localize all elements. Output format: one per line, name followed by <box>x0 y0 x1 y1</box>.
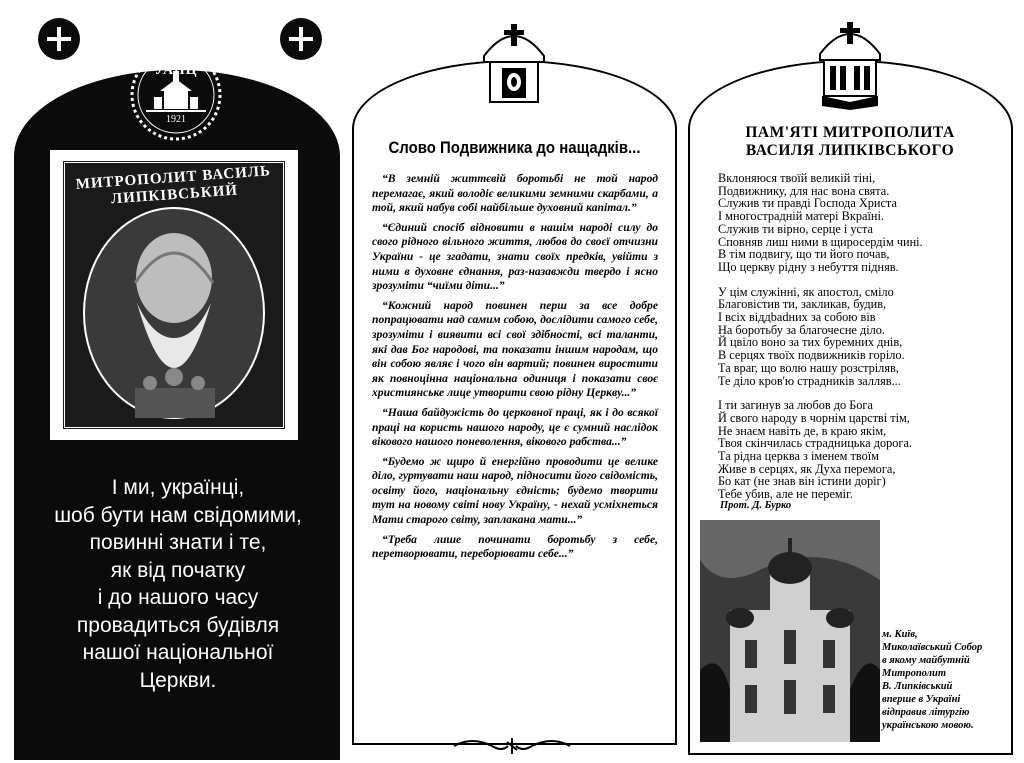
poem-line: Служив ти вірно, серце і уста <box>718 221 873 236</box>
poem-title-line: ПАМ'ЯТІ МИТРОПОЛИТА <box>745 124 955 141</box>
poem-line: Твоя скінчилась страдницька дорога. <box>718 436 912 451</box>
quote-line: і до нашого часу <box>97 586 259 609</box>
caption-line: в якому майбутній <box>882 655 970 666</box>
portrait-caption: МИТРОПОЛИТ ВАСИЛЬ ЛИПКІВСЬКИЙ <box>75 163 272 208</box>
quote-line: шоб бути нам свідомими, <box>54 503 302 527</box>
quote-paragraph: “Єдиний спосіб відновити в нашім народі силу до свого рідного вільного життя, любов до своєї отчизни України - це згадати, знати своїх предків, увійти з ними в духовне єднання, раз-назавжди твердо і ясно зрозуміти “чиїми діти...” <box>372 220 658 293</box>
quote-line: нашої національної <box>82 641 274 664</box>
poem-line: Подвижнику, для нас вона свята. <box>718 183 890 198</box>
emblem-year: 1921 <box>166 114 186 125</box>
poem-line: Й свого народу в чорнім царстві тім, <box>718 410 910 425</box>
poem-line: Те діло кров'ю страдників залляв... <box>718 373 901 388</box>
poem-line: Не знаєм навіть де, в краю якім, <box>718 423 887 438</box>
poem-line: І ти загинув за любов до Бога <box>718 398 873 413</box>
ornament-icon <box>452 736 572 756</box>
poem-line: Благовістив ти, закликав, будив, <box>718 297 887 312</box>
poem-line: Сповняв лиш ними в щиросердім чині. <box>718 234 923 249</box>
poem-line: Служив ти правді Господа Христа <box>718 196 897 211</box>
caption-line: відправив літургію <box>882 707 970 718</box>
quote-line: повинні знати і те, <box>89 531 267 554</box>
middle-quotes <box>372 172 658 567</box>
cathedral-caption <box>882 628 1012 732</box>
quote-paragraph: “Треба лише починати боротьбу з себе, перетворювати, переборювати себе...” <box>372 532 658 561</box>
quote-paragraph: “Наша байдужість до церковної праці, як і до всякої праці на користь нашого народу, це є сумний наслідок вікового нашого поневолення, вікового рабства...” <box>372 405 658 449</box>
poem-line: Що церкву рідну з небуття підняв. <box>718 259 899 274</box>
poem-line: Та враг, що волю нашу розстріляв, <box>718 360 899 375</box>
uapc-emblem-icon <box>126 45 226 145</box>
poem-line: У цім служінні, як апостол, сміло <box>718 284 894 299</box>
poem-line: І всіх віддbadних за собою вів <box>718 310 876 325</box>
poem-title <box>690 124 1010 160</box>
quote-line: як від початку <box>110 558 246 582</box>
poem-stanza <box>718 172 1008 274</box>
poem-line: На боротьбу за благочесне діло. <box>718 322 885 337</box>
poem-author: Прот. Д. Бурко <box>720 500 792 511</box>
left-panel-quote <box>30 474 326 694</box>
poem-line: Вклоняюся твоїй великій тіні, <box>718 171 876 185</box>
middle-title: Слово Подвижника до нащадків... <box>388 138 641 157</box>
caption-line: Миколаївський Собор <box>882 642 983 653</box>
caption-line: м. Київ, <box>882 629 918 640</box>
emblem-text: УАПЦ <box>154 63 198 78</box>
poem-line: В тім подвигу, що ти його почав, <box>718 247 890 262</box>
poem-text <box>718 172 1008 513</box>
poem-line: Й цвіло воно за тих буремних днів, <box>718 335 903 350</box>
caption-line: українською мовою. <box>882 720 974 731</box>
quote-paragraph: “Будемо ж щиро й енергійно проводити це велике діло, гуртувати наш народ, підносити його свідомість, освіту його, національну єдність; будемо творити тут на новому світі нову Україну, - нехай усміхнеться Мати старого світу, заплакана мати...” <box>372 454 658 527</box>
poem-line: І многострадній матері Вкраїні. <box>718 209 884 224</box>
poem-title-line: ВАСИЛЯ ЛИПКІВСЬКОГО <box>745 142 955 159</box>
quote-line: Церкви. <box>139 668 217 692</box>
poem-line: Та рідна церква з іменем твоїм <box>718 449 879 464</box>
poem-line: Бо кат (не знав він істини доріг) <box>718 474 886 489</box>
church-book-icon <box>814 16 886 110</box>
poem-line: Тебе убив, але не переміг. <box>718 487 853 502</box>
poem-stanza <box>718 286 1008 388</box>
quote-line: І ми, українці, <box>111 476 245 499</box>
caption-line: В. Липківський <box>882 681 953 692</box>
caption-line: Митрополит <box>882 668 947 679</box>
quote-paragraph: “Кожний народ повинен перш за все добре попрацювати над самим собою, дослідити самого себе, зрозуміти і виявити всі свої здібності, всі таланти, які дав Бог народові, та показати іншим народам, що він собою являє і чого він вартий; повинен виростити як повноцінна національна одиниця і показати своє християнське лице утворити свою рідну Церкву...” <box>372 298 658 400</box>
quote-line: провадиться будівля <box>76 613 280 637</box>
poem-line: В серцях твоїх подвижників горіло. <box>718 348 905 363</box>
poem-stanza <box>718 399 1008 501</box>
caption-line: вперше в Україні <box>882 694 961 705</box>
quote-paragraph: “В земній життєвій боротьбі не той народ перемагає, який володіє великими земними скарбами, а той, який набув собі найбільше духовний капітал.” <box>372 172 658 215</box>
right-cross-icon <box>280 18 322 60</box>
church-candle-icon <box>478 18 550 108</box>
poem-line: Живе в серцях, як Духа перемога, <box>718 461 896 476</box>
cathedral-image <box>700 520 880 742</box>
left-cross-icon <box>38 18 80 60</box>
